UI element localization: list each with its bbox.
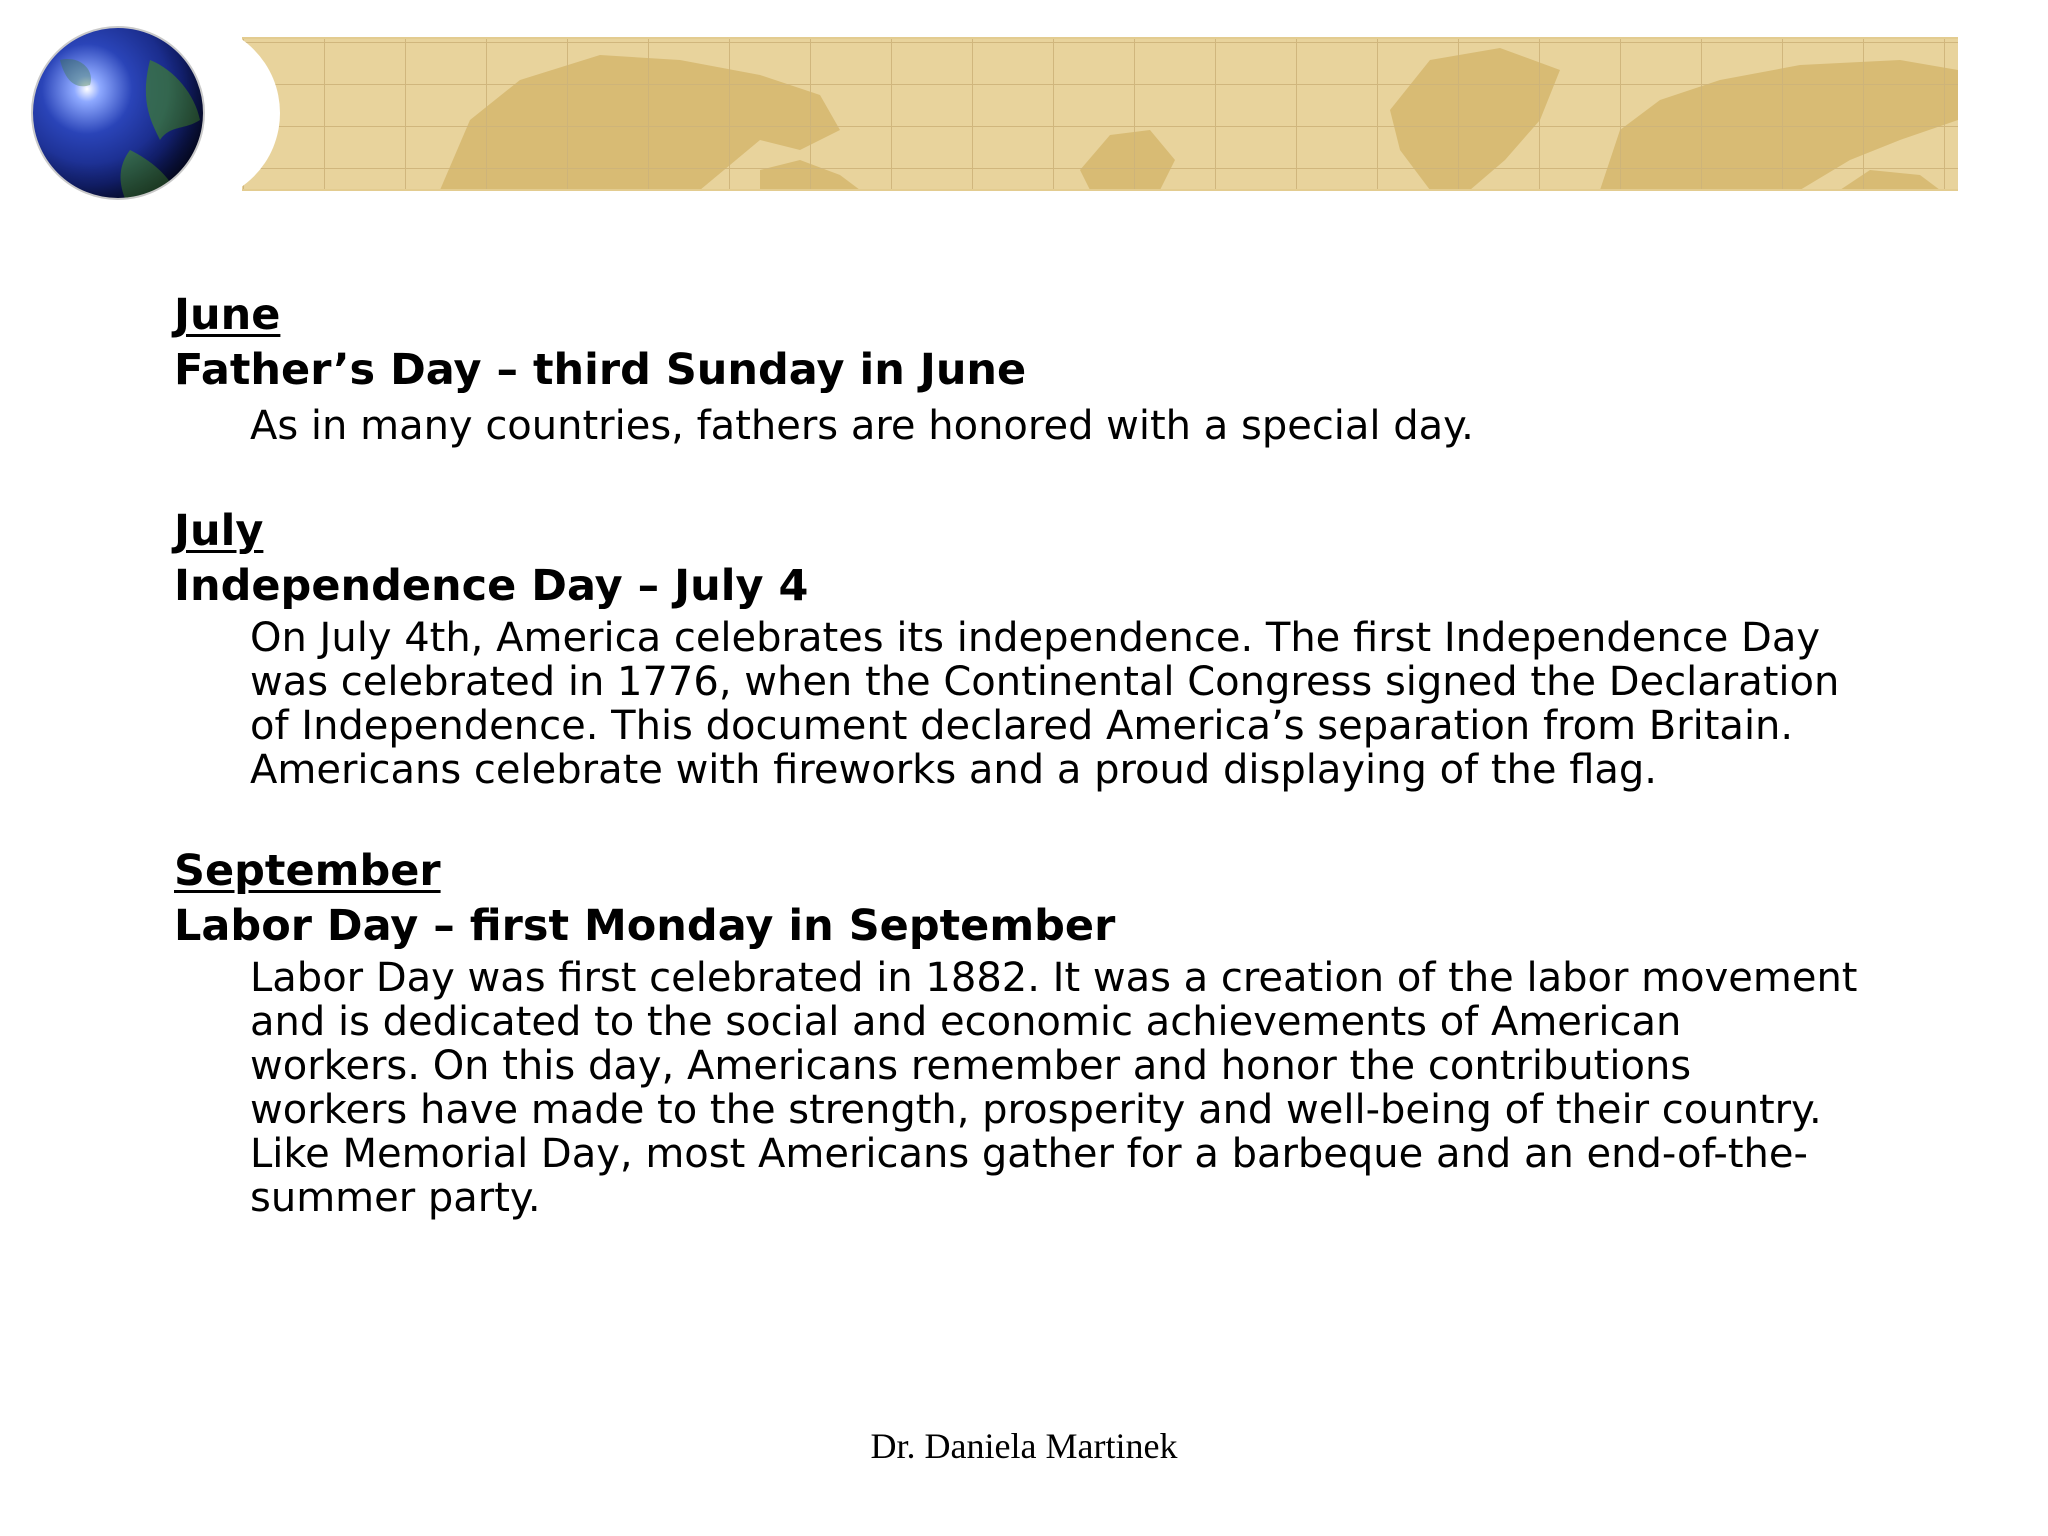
footer-author: Dr. Daniela Martinek	[870, 1426, 1178, 1466]
holiday-description: As in many countries, fathers are honored with a special day.	[250, 403, 1474, 449]
month-heading: July	[174, 506, 264, 556]
section-july	[174, 504, 1894, 792]
header-banner	[0, 0, 2048, 210]
holiday-description: Labor Day was first celebrated in 1882. It was a creation of the labor movement and is dedicated to the social and economic achievements of American workers. On this day, Americans remember and honor the contributions workers have made to the strength, prosperity and well-being of their country. Like Memorial Day, most Americans gather for a barbeque and an end-of-the-summer party.	[250, 955, 1858, 1221]
holiday-title: Father’s Day – third Sunday in June	[174, 345, 1027, 395]
holiday-list	[174, 288, 1894, 1272]
month-heading: June	[174, 290, 281, 340]
month-heading: September	[174, 846, 441, 896]
holiday-title: Labor Day – first Monday in September	[174, 901, 1116, 951]
section-june	[174, 288, 1894, 452]
section-september	[174, 844, 1894, 1220]
holiday-title: Independence Day – July 4	[174, 561, 809, 611]
holiday-description: On July 4th, America celebrates its independence. The first Independence Day was celebrated in 1776, when the Continental Congress signed the Declaration of Independence. This document declared America’s separation from Britain. Americans celebrate with fireworks and a proud displaying of the flag.	[250, 615, 1840, 793]
world-map-banner	[0, 0, 2048, 210]
